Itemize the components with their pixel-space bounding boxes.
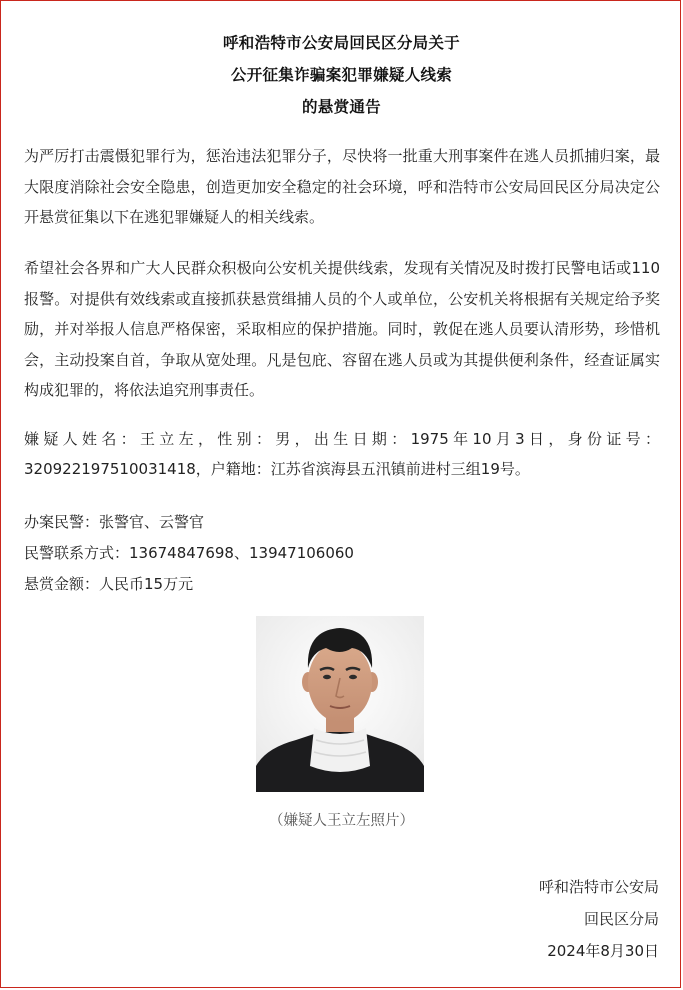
signature-date: 2024年8月30日 xyxy=(547,942,659,960)
photo-caption: （嫌疑人王立左照片） xyxy=(269,813,414,829)
officers-line: 办案民警：张警官、云警官 xyxy=(24,513,205,531)
intro-paragraph: 为严厉打击震慑犯罪行为，惩治违法犯罪分子，尽快将一批重大刑事案件在逃人员抓捕归案，最大限度消除社会安全隐患，创造更加安全稳定的社会环境，呼和浩特市公安局回民区分局决定公开悬赏征集以下在逃犯罪嫌疑人的相关线索。 xyxy=(24,147,660,226)
title-line-1: 呼和浩特市公安局回民区分局关于 xyxy=(222,34,460,52)
contact-line: 民警联系方式：13674847698、13947106060 xyxy=(24,544,354,562)
signature-org-line-1: 呼和浩特市公安局 xyxy=(538,878,659,896)
title-line-2: 公开征集诈骗案犯罪嫌疑人线索 xyxy=(230,66,453,84)
title-line-3: 的悬赏通告 xyxy=(301,98,381,116)
suspect-photo xyxy=(256,616,424,792)
suspect-info-line-1: 嫌疑人姓名：王立左，性别：男，出生日期：1975年10月3日，身份证号： xyxy=(24,430,660,448)
appeal-paragraph: 希望社会各界和广大人民群众积极向公安机关提供线索，发现有关情况及时拨打民警电话或110报警。对提供有效线索或直接抓获悬赏缉捕人员的个人或单位，公安机关将根据有关规定给予奖励，并对举报人信息严格保密，采取相应的保护措施。同时，敦促在逃人员要认清形势，珍惜机会，主动投案自首，争取从宽处理。凡是包庇、容留在逃人员或为其提供便利条件，经查证属实构成犯罪的，将依法追究刑事责任。 xyxy=(24,259,660,399)
suspect-portrait-icon xyxy=(256,616,424,792)
suspect-info-line-2: 320922197510031418，户籍地：江苏省滨海县五汛镇前进村三组19号。 xyxy=(24,460,530,478)
reward-line: 悬赏金额：人民币15万元 xyxy=(24,575,194,593)
signature-org-line-2: 回民区分局 xyxy=(583,910,659,928)
